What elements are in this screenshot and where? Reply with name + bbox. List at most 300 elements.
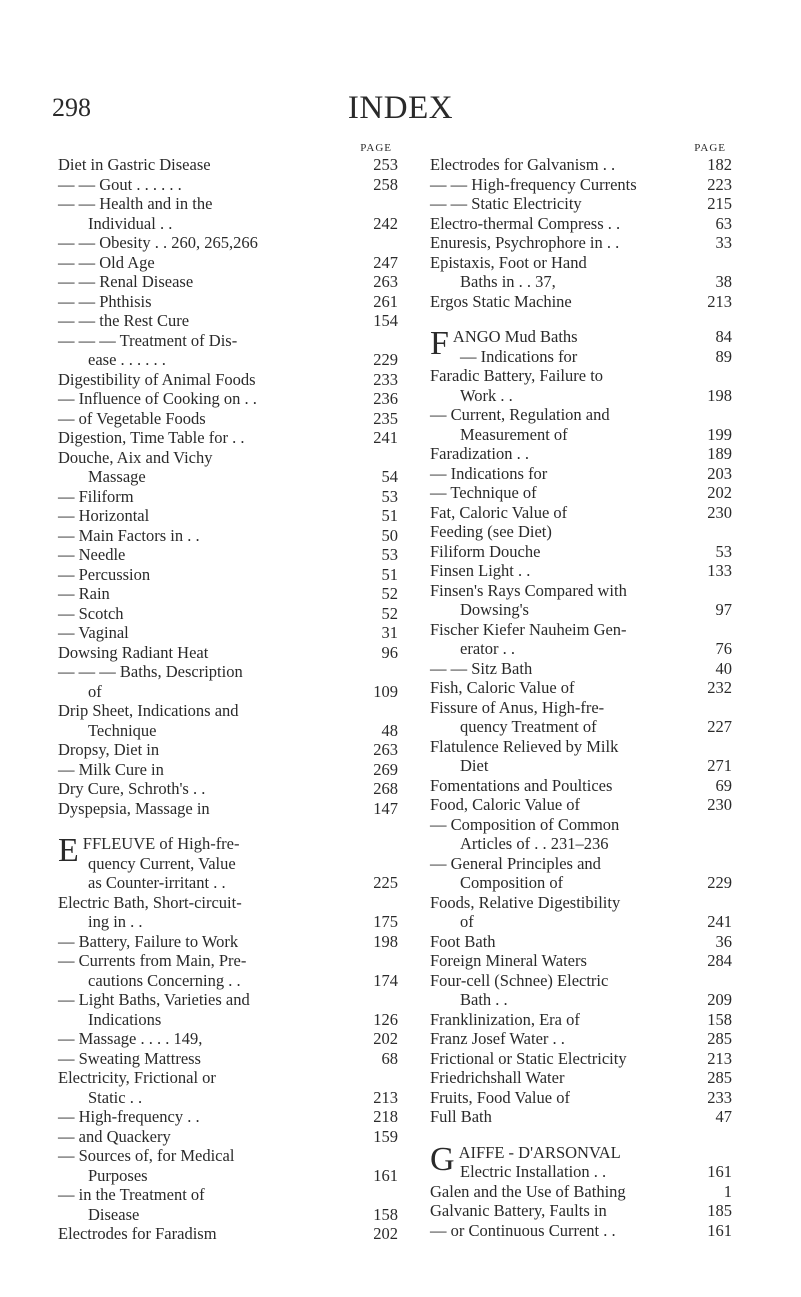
index-entry <box>58 584 398 604</box>
index-entry-page: 230 <box>707 795 732 814</box>
index-entry <box>430 932 732 952</box>
index-column-right <box>430 142 732 1240</box>
index-entry-page: 236 <box>373 389 398 408</box>
index-entry-page: 241 <box>373 428 398 447</box>
index-entry-page: 109 <box>373 681 398 701</box>
index-entry-text: Filiform Douche <box>430 541 541 561</box>
index-entry-page: 51 <box>381 564 398 584</box>
index-entry-text: Measurement of <box>460 424 568 444</box>
index-entry-page: 54 <box>381 467 398 486</box>
index-entry <box>430 912 732 932</box>
index-entry <box>430 873 732 893</box>
index-entry <box>430 214 732 234</box>
index-entry <box>58 526 398 546</box>
index-entry-text: — of Vegetable Foods <box>58 408 206 428</box>
index-entry-text: Electrodes for Galvanism . . <box>430 155 616 174</box>
index-entry-text: Digestibility of Animal Foods <box>58 369 256 389</box>
index-entry-text: Flatulence Relieved by Milk <box>430 736 619 756</box>
index-entry-text: Dropsy, Diet in <box>58 740 160 759</box>
index-entry <box>58 799 398 819</box>
index-entry <box>430 1162 732 1182</box>
index-entry-page: 51 <box>381 506 398 525</box>
index-entry-text: Franz Josef Water . . <box>430 1029 565 1048</box>
index-entry <box>58 721 398 741</box>
index-entry <box>58 1068 398 1088</box>
index-entry-page: 285 <box>707 1029 732 1048</box>
index-entry-text: quency Treatment of <box>460 717 597 736</box>
index-entry <box>430 1221 732 1241</box>
index-entry <box>430 1010 732 1030</box>
index-entry <box>58 1146 398 1166</box>
index-entry-text: Purposes <box>88 1165 148 1185</box>
index-entry-page: 269 <box>373 759 398 779</box>
index-entry-page: 225 <box>373 873 398 892</box>
index-entry-page: 263 <box>373 272 398 291</box>
index-entry-page: 161 <box>707 1220 732 1240</box>
index-entry-text: Fish, Caloric Value of <box>430 678 575 697</box>
index-entries-left <box>58 155 398 1244</box>
index-entry-text: Fischer Kiefer Nauheim Gen- <box>430 619 627 639</box>
index-entry <box>430 292 732 312</box>
index-entry-text: Technique <box>88 720 157 740</box>
index-entry-page: 40 <box>715 658 732 678</box>
index-entry-text: — Sources of, for Medical <box>58 1146 235 1165</box>
index-entry <box>58 565 398 585</box>
index-entry-text: Electric Installation . . <box>460 1162 607 1181</box>
index-entry-page: 33 <box>715 233 732 252</box>
index-entry-page: 209 <box>707 990 732 1009</box>
index-entry-text: Baths in . . 37, <box>460 272 556 291</box>
page-number: 298 <box>52 93 91 122</box>
index-entry-text: Bath . . <box>460 990 508 1009</box>
index-entry <box>430 698 732 718</box>
index-entry-page: 284 <box>707 951 732 970</box>
index-entry <box>58 990 398 1010</box>
index-entry-page: 230 <box>707 502 732 522</box>
index-entry-text: of <box>88 681 102 701</box>
index-entry <box>430 1029 732 1049</box>
index-entry <box>58 292 398 312</box>
index-entry <box>58 389 398 409</box>
index-entry <box>430 620 732 640</box>
index-column-left <box>58 142 398 1244</box>
index-entry-text: — — Old Age <box>58 252 155 272</box>
index-entry <box>430 776 732 796</box>
index-entry-text: Fat, Caloric Value of <box>430 502 568 522</box>
index-entry-text: — Influence of Cooking on . . <box>58 389 257 408</box>
index-entry <box>430 386 732 406</box>
index-entry-page: 158 <box>373 1204 398 1224</box>
index-entry <box>58 1166 398 1186</box>
index-entry-text: Dry Cure, Schroth's . . <box>58 779 206 798</box>
index-entry-text: — Sweating Mattress <box>58 1048 201 1068</box>
index-entry-text: Galvanic Battery, Faults in <box>430 1201 607 1220</box>
index-entry-page: 215 <box>707 194 732 213</box>
index-entry <box>58 951 398 971</box>
index-entry-page: 242 <box>373 213 398 233</box>
index-entry <box>58 1107 398 1127</box>
index-entry-page: 285 <box>707 1068 732 1087</box>
index-entry <box>58 701 398 721</box>
index-entry-text: — Vaginal <box>58 623 129 642</box>
index-entry <box>58 233 398 253</box>
index-entry <box>430 483 732 503</box>
index-entry-text: — Technique of <box>430 483 537 502</box>
index-entry <box>58 643 398 663</box>
index-entry <box>58 682 398 702</box>
index-entry-page: 76 <box>715 639 732 658</box>
index-entry-text: AIFFE - D'ARSONVAL <box>458 1142 621 1162</box>
index-entry-page: 202 <box>373 1029 398 1048</box>
index-entry-page: 213 <box>373 1087 398 1107</box>
index-entry <box>58 1205 398 1225</box>
index-entry-text: Fissure of Anus, High-fre- <box>430 697 605 717</box>
index-entry-text: — or Continuous Current . . <box>430 1220 616 1240</box>
index-entry <box>58 1088 398 1108</box>
index-entry-text: Frictional or Static Electricity <box>430 1048 627 1068</box>
index-entry <box>58 1127 398 1147</box>
index-entry-page: 1 <box>723 1181 732 1201</box>
index-entry-text: Electro-thermal Compress . . <box>430 213 621 233</box>
index-entry-text: Finsen Light . . <box>430 561 531 580</box>
index-entry <box>58 448 398 468</box>
index-entry <box>430 795 732 815</box>
index-entry-text: — — Static Electricity <box>430 194 582 213</box>
index-entry <box>58 428 398 448</box>
index-entry-page: 159 <box>373 1126 398 1146</box>
index-entry-text: Galen and the Use of Bathing <box>430 1181 626 1201</box>
index-entry-page: 185 <box>707 1201 732 1220</box>
index-entry <box>430 815 732 835</box>
index-entry <box>430 893 732 913</box>
index-entry-text: cautions Concerning . . <box>88 970 241 990</box>
index-entry <box>58 1049 398 1069</box>
index-entry <box>430 405 732 425</box>
index-entry-page: 198 <box>707 385 732 405</box>
index-entry-text: — — the Rest Cure <box>58 311 190 330</box>
index-entry-text: Finsen's Rays Compared with <box>430 580 627 600</box>
index-entry-text: — — Renal Disease <box>58 272 194 291</box>
index-entry-page: 53 <box>715 541 732 561</box>
index-entry-text: Electric Bath, Short-circuit- <box>58 892 242 912</box>
index-entry-text: — Horizontal <box>58 506 150 525</box>
index-entry-page: 38 <box>715 272 732 291</box>
index-entry-text: — in the Treatment of <box>58 1185 205 1204</box>
index-entry-text: — Filiform <box>58 486 134 506</box>
index-entry-text: — Scotch <box>58 603 124 623</box>
index-entry-page: 68 <box>381 1048 398 1068</box>
index-entry-text: ease . . . . . . <box>88 350 166 369</box>
index-entry-text: Food, Caloric Value of <box>430 795 581 814</box>
index-entry <box>58 175 398 195</box>
index-entry-page: 198 <box>373 931 398 951</box>
index-entry-page: 271 <box>707 756 732 775</box>
index-entry-page: 223 <box>707 174 732 194</box>
index-entry-text: — — High-frequency Currents <box>430 174 637 194</box>
index-entry-text: Massage <box>88 467 146 486</box>
page-column-label: PAGE <box>360 142 392 154</box>
index-entry <box>430 1182 732 1202</box>
index-entry-page: 50 <box>381 525 398 545</box>
index-entry-page: 235 <box>373 408 398 428</box>
index-entry-page: 199 <box>707 424 732 444</box>
index-entry <box>58 1224 398 1244</box>
index-entry-text: Composition of <box>460 873 564 892</box>
drop-cap-initial: F <box>430 325 449 362</box>
index-entry-text: — Main Factors in . . <box>58 525 200 545</box>
index-entry <box>58 740 398 760</box>
index-entry-text: Diet <box>460 756 489 775</box>
index-entry-text: Static . . <box>88 1087 143 1107</box>
index-entry-text: — — — Treatment of Dis- <box>58 330 238 350</box>
index-entry <box>430 834 732 854</box>
index-entry-page: 218 <box>373 1107 398 1126</box>
index-entry-text: as Counter-irritant . . <box>88 873 226 892</box>
index-entry-page: 227 <box>707 717 732 736</box>
index-entry <box>58 331 398 351</box>
index-entry-text: Faradic Battery, Failure to <box>430 366 604 385</box>
index-entry <box>430 854 732 874</box>
index-entry-text: Dowsing Radiant Heat <box>58 642 209 662</box>
index-entry-text: Dowsing's <box>460 600 529 619</box>
page-column-label: PAGE <box>694 142 726 154</box>
index-entry <box>58 1185 398 1205</box>
drop-cap-initial: G <box>430 1140 455 1178</box>
page-header <box>0 92 801 132</box>
index-entry-text: — General Principles and <box>430 853 601 873</box>
index-entry <box>430 717 732 737</box>
index-entry <box>58 623 398 643</box>
index-entry <box>430 600 732 620</box>
index-entry-text: Enuresis, Psychrophore in . . <box>430 233 620 252</box>
index-entry-text: — and Quackery <box>58 1126 171 1146</box>
index-entry-page: 161 <box>707 1162 732 1181</box>
index-entry-page: 232 <box>707 678 732 697</box>
section-gap <box>430 311 732 327</box>
index-entry-text: Electrodes for Faradism <box>58 1224 217 1243</box>
index-entry-page: 174 <box>373 970 398 990</box>
index-entry-page: 31 <box>381 623 398 642</box>
index-entry-page: 53 <box>381 486 398 506</box>
index-entry <box>58 467 398 487</box>
index-entry <box>430 659 732 679</box>
index-entry <box>58 487 398 507</box>
index-entry <box>430 971 732 991</box>
index-entry-text: Franklinization, Era of <box>430 1009 580 1029</box>
index-entry-page: 268 <box>373 779 398 798</box>
index-entry-text: — — Health and in the <box>58 194 213 213</box>
index-entry-text: — Indications for <box>430 463 548 483</box>
index-entry <box>430 1068 732 1088</box>
index-entry <box>430 464 732 484</box>
index-entry-text: Four-cell (Schnee) Electric <box>430 970 609 990</box>
index-entry <box>430 951 732 971</box>
index-entry <box>58 409 398 429</box>
index-entry <box>430 347 732 367</box>
index-entry-text: Dyspepsia, Massage in <box>58 798 210 818</box>
index-entry <box>58 912 398 932</box>
index-entry-text: — — Phthisis <box>58 291 152 311</box>
index-entry-text: Digestion, Time Table for . . <box>58 428 245 447</box>
index-entry-page: 53 <box>381 545 398 564</box>
drop-cap-initial: E <box>58 832 79 869</box>
index-entry <box>430 561 732 581</box>
index-entry-page: 213 <box>707 1048 732 1068</box>
index-entry-page: 47 <box>715 1107 732 1126</box>
index-entry-text: — Composition of Common <box>430 814 620 834</box>
index-entry-text: — — Obesity . . 260, 265,266 <box>58 233 258 252</box>
index-entry-page: 182 <box>707 155 732 174</box>
index-entry <box>430 253 732 273</box>
index-entry <box>430 581 732 601</box>
index-entry-text: quency Current, Value <box>88 853 236 873</box>
index-entry-page: 247 <box>373 252 398 272</box>
index-entry-text: Douche, Aix and Vichy <box>58 447 213 467</box>
index-entry-page: 263 <box>373 740 398 759</box>
index-entry-text: Foot Bath <box>430 931 496 951</box>
index-entry <box>430 272 732 292</box>
index-entry <box>58 214 398 234</box>
index-entry <box>430 522 732 542</box>
index-entry <box>430 194 732 214</box>
index-entry-text: Fomentations and Poultices <box>430 775 613 795</box>
section-gap <box>58 818 398 834</box>
index-entry-text: Electricity, Frictional or <box>58 1068 216 1087</box>
index-entry-text: Friedrichshall Water <box>430 1068 565 1087</box>
index-entry <box>430 1107 732 1127</box>
index-entry-page: 52 <box>381 603 398 623</box>
index-entry-page: 213 <box>707 291 732 311</box>
index-entry <box>430 1088 732 1108</box>
index-entry-text: — Percussion <box>58 564 151 584</box>
index-entry-text: — — Sitz Bath <box>430 658 533 678</box>
index-entry-page: 161 <box>373 1165 398 1185</box>
index-entry <box>430 542 732 562</box>
index-entry-text: Indications <box>88 1009 162 1029</box>
index-entry-text: — Light Baths, Varieties and <box>58 990 250 1009</box>
index-entry-text: Diet in Gastric Disease <box>58 155 211 174</box>
index-entry-text: — Currents from Main, Pre- <box>58 951 247 970</box>
index-entry-page: 48 <box>381 720 398 740</box>
index-entry <box>58 194 398 214</box>
index-entry <box>430 990 732 1010</box>
index-entry-page: 36 <box>715 931 732 951</box>
index-entry-page: 202 <box>707 483 732 502</box>
index-entry-text: Individual . . <box>88 213 173 233</box>
index-entry-text: — — Gout . . . . . . <box>58 174 182 194</box>
index-entry-page: 261 <box>373 291 398 311</box>
index-entry <box>430 503 732 523</box>
index-entry <box>58 604 398 624</box>
index-entry-text: erator . . <box>460 639 515 658</box>
index-entry-page: 133 <box>707 561 732 580</box>
section-gap <box>430 1127 732 1143</box>
index-entry <box>430 1049 732 1069</box>
index-entry-text: Disease <box>88 1204 140 1224</box>
index-entry-text: Foreign Mineral Waters <box>430 951 587 970</box>
index-entry-text: — Rain <box>58 584 110 603</box>
index-entry <box>58 253 398 273</box>
index-entry-page: 253 <box>373 155 398 174</box>
index-entry <box>430 1201 732 1221</box>
index-entry <box>430 233 732 253</box>
index-entry <box>58 506 398 526</box>
index-entry <box>58 545 398 565</box>
index-entry-text: Epistaxis, Foot or Hand <box>430 252 587 272</box>
index-entry <box>58 932 398 952</box>
index-entry <box>58 854 398 874</box>
index-entry-page: 84 <box>715 327 732 346</box>
index-entry <box>58 311 398 331</box>
index-entry <box>430 175 732 195</box>
index-entries-right <box>430 155 732 1240</box>
index-entry-text: — Needle <box>58 545 126 564</box>
index-entry-text: Full Bath <box>430 1107 492 1126</box>
index-entry <box>58 1010 398 1030</box>
index-entry-page: 158 <box>707 1009 732 1029</box>
index-entry <box>430 444 732 464</box>
index-entry <box>430 678 732 698</box>
index-entry-page: 52 <box>381 584 398 603</box>
index-entry <box>58 873 398 893</box>
index-entry-page: 233 <box>707 1087 732 1107</box>
index-entry-page: 229 <box>707 873 732 892</box>
index-entry <box>430 155 732 175</box>
index-entry <box>58 662 398 682</box>
index-entry-text: Articles of . . 231–236 <box>460 834 609 853</box>
index-entry-text: Foods, Relative Digestibility <box>430 892 621 912</box>
index-entry-page: 203 <box>707 463 732 483</box>
index-entry-page: 229 <box>373 350 398 369</box>
index-entry-text: — Massage . . . . 149, <box>58 1029 203 1048</box>
index-entry-page: 233 <box>373 369 398 389</box>
index-entry-text: Fruits, Food Value of <box>430 1087 570 1107</box>
index-entry-page: 126 <box>373 1009 398 1029</box>
index-entry <box>58 971 398 991</box>
index-entry <box>58 350 398 370</box>
index-entry-text: — — — Baths, Description <box>58 662 243 681</box>
index-entry-page: 63 <box>715 213 732 233</box>
index-entry <box>58 155 398 175</box>
index-entry-text: — Indications for <box>460 346 578 366</box>
index-entry-page: 147 <box>373 798 398 818</box>
index-entry-page: 175 <box>373 912 398 931</box>
page-title: INDEX <box>347 90 454 126</box>
index-entry-page: 97 <box>715 600 732 619</box>
index-entry <box>430 756 732 776</box>
index-entry-page: 241 <box>707 912 732 931</box>
index-entry <box>430 639 732 659</box>
index-entry <box>58 1029 398 1049</box>
index-entry-text: FFLEUVE of High-fre- <box>82 834 240 853</box>
index-entry-page: 258 <box>373 174 398 194</box>
index-entry <box>58 779 398 799</box>
index-entry-text: — High-frequency . . <box>58 1107 200 1126</box>
index-entry <box>58 272 398 292</box>
index-entry-page: 96 <box>381 642 398 662</box>
index-entry-text: Faradization . . <box>430 444 529 463</box>
index-entry <box>430 366 732 386</box>
index-entry-page: 189 <box>707 444 732 463</box>
index-entry-text: Work . . <box>460 385 513 405</box>
index-entry-page: 89 <box>715 346 732 366</box>
index-entry-text: Feeding (see Diet) <box>430 522 552 541</box>
index-entry-text: — Battery, Failure to Work <box>58 931 239 951</box>
index-entry-text: ANGO Mud Baths <box>452 327 578 346</box>
index-entry <box>430 737 732 757</box>
index-entry <box>58 893 398 913</box>
index-entry-page: 69 <box>715 775 732 795</box>
